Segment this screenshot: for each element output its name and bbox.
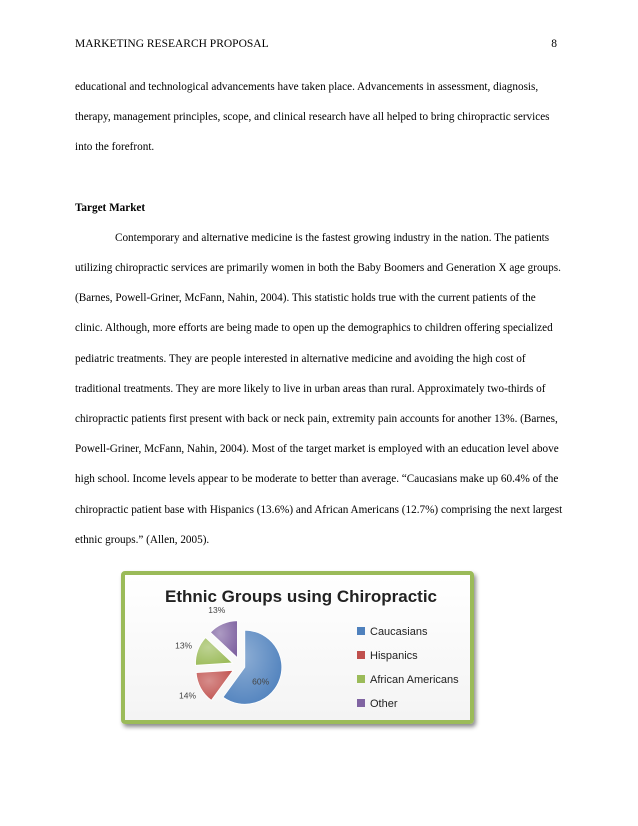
pie-chart-svg [125, 575, 470, 720]
running-head: MARKETING RESEARCH PROPOSAL [75, 38, 269, 50]
legend-swatch [357, 675, 365, 683]
legend-swatch [357, 627, 365, 635]
pie-data-label: 13% [175, 640, 193, 651]
chart-title: Ethnic Groups using Chiropractic [164, 587, 438, 606]
target-market-paragraph: Contemporary and alternative medicine is the fastest growing industry in the nation. The patients utilizing chiropractic services are primarily women in both the Baby Boomers and Generation X age groups. (Barnes, Powell-Griner, McFann, Nahin, 2004). This statistic holds true with the current patients of the clinic. Although, more efforts are being made to open up the demographics to children offering specialized pediatric treatments. They are people interested in alternative medicine and avoiding the high cost of traditional treatments. They are more likely to live in urban areas than rural. Approximately two-thirds of chiropractic patients first present with back or neck pain, extremity pain accounts for another 13%. (Barnes, Powell-Griner, McFann, Nahin, 2004). Most of the target market is employed with an education level above high school. Income levels appear to be moderate to better than average. “Caucasians make up 60.4% of the chiropractic patient base with Hispanics (13.6%) and African Americans (12.7%) comprising the next largest ethnic groups.” (Allen, 2005). [75, 231, 563, 546]
pie-chart [121, 571, 474, 724]
legend-label: Hispanics [370, 650, 418, 662]
pie-data-label: 14% [179, 690, 197, 701]
legend-swatch [357, 651, 365, 659]
pie-data-label: 60% [252, 676, 270, 687]
section-heading: Target Market [75, 201, 146, 214]
legend-label: African Americans [370, 674, 459, 686]
legend-label: Other [370, 698, 398, 710]
legend-label: Caucasians [370, 626, 428, 638]
intro-paragraph: educational and technological advancements have taken place. Advancements in assessment, diagnosis, therapy, management principles, scope, and clinical research have all helped to bring chiropractic services into the forefront. [75, 81, 550, 154]
document-body [75, 72, 565, 555]
page-header [75, 38, 557, 50]
page-number: 8 [551, 38, 557, 50]
pie-data-label: 13% [208, 605, 226, 616]
legend-swatch [357, 699, 365, 707]
